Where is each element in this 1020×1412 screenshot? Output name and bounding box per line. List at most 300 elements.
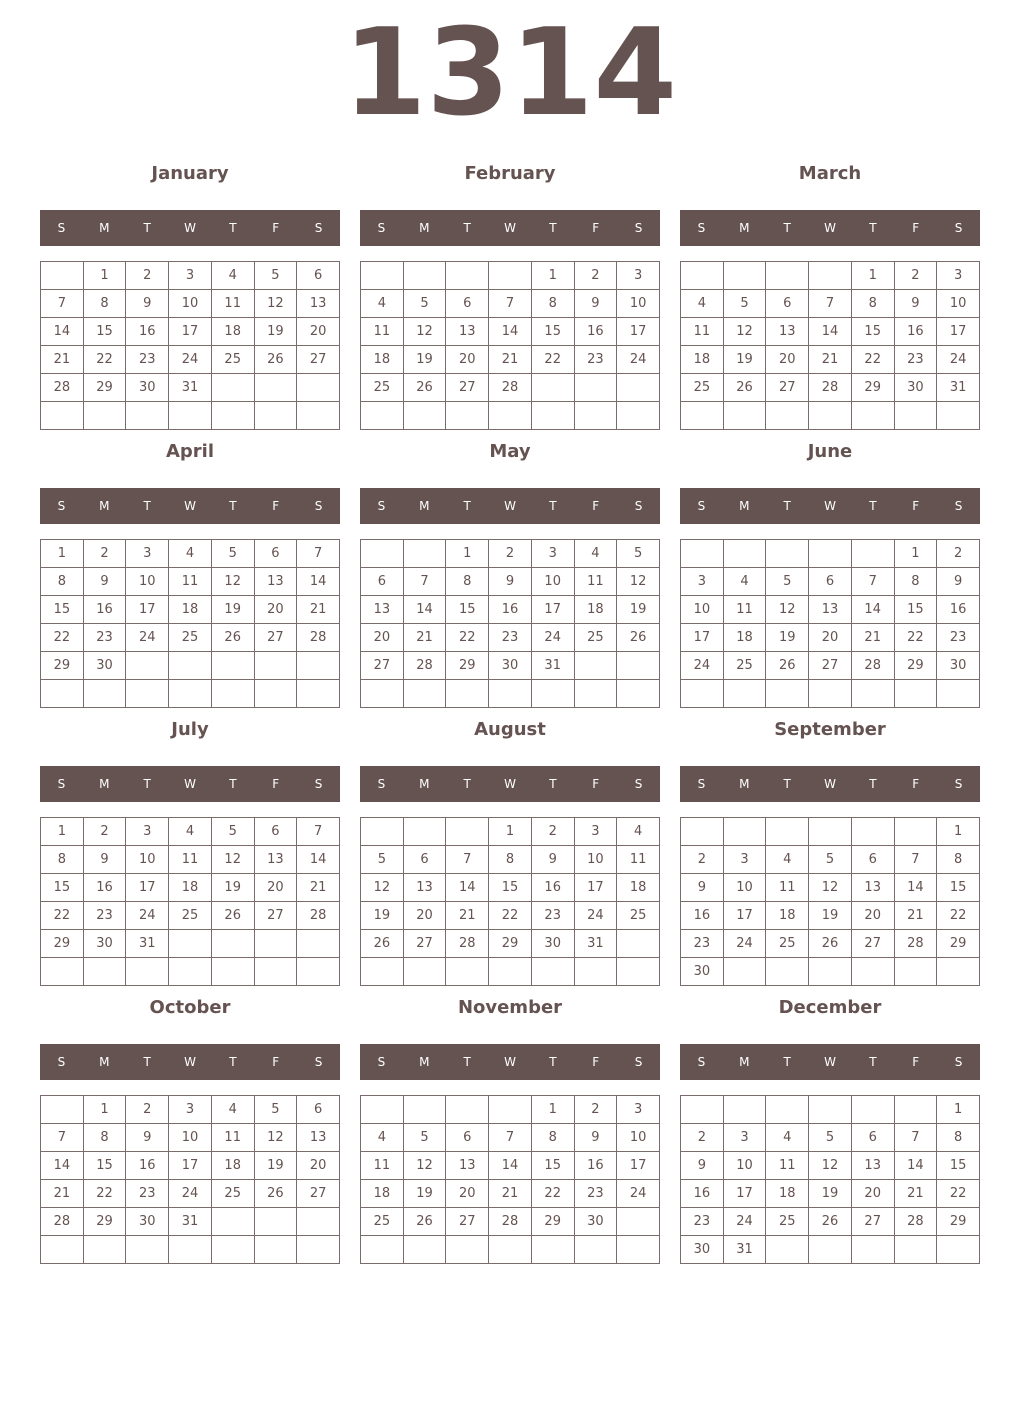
weekday-label: M <box>419 777 430 791</box>
weekday-label: S <box>697 499 706 513</box>
day-cell: 30 <box>681 1236 724 1264</box>
day-cell: 27 <box>255 624 298 652</box>
day-cell: 12 <box>404 1152 447 1180</box>
day-cell: 25 <box>724 652 767 680</box>
weekday-label: S <box>377 777 386 791</box>
day-cell: 28 <box>297 902 340 930</box>
month-name: November <box>457 997 563 1018</box>
empty-day-cell <box>766 680 809 708</box>
empty-day-cell <box>809 540 852 568</box>
day-cell: 30 <box>895 374 938 402</box>
empty-day-cell <box>617 374 660 402</box>
day-cell: 8 <box>852 290 895 318</box>
empty-day-cell <box>724 958 767 986</box>
empty-day-cell <box>255 930 298 958</box>
day-cell: 28 <box>852 652 895 680</box>
weekday-label: T <box>143 499 151 513</box>
empty-day-cell <box>41 1236 84 1264</box>
day-cell: 25 <box>169 624 212 652</box>
day-cell: 12 <box>766 596 809 624</box>
day-cell: 2 <box>532 818 575 846</box>
day-cell: 17 <box>724 1180 767 1208</box>
day-cell: 28 <box>446 930 489 958</box>
empty-day-cell <box>617 1236 660 1264</box>
empty-day-cell <box>852 1096 895 1124</box>
weekday-label: W <box>184 221 196 235</box>
weekday-label: S <box>57 777 66 791</box>
day-cell: 20 <box>404 902 447 930</box>
empty-day-cell <box>895 958 938 986</box>
day-cell: 10 <box>575 846 618 874</box>
day-cell: 18 <box>361 1180 404 1208</box>
weekday-label: S <box>314 777 323 791</box>
day-cell: 3 <box>617 262 660 290</box>
day-cell: 15 <box>489 874 532 902</box>
day-cell: 29 <box>84 374 127 402</box>
day-cell: 10 <box>681 596 724 624</box>
day-cell: 16 <box>575 318 618 346</box>
day-cell: 2 <box>84 818 127 846</box>
month-name: October <box>149 997 231 1018</box>
weekday-label: T <box>463 1055 471 1069</box>
day-cell: 9 <box>937 568 980 596</box>
day-cell: 8 <box>41 568 84 596</box>
day-cell: 3 <box>169 1096 212 1124</box>
calendar-year-title: 1314 <box>343 4 677 143</box>
day-cell: 27 <box>446 1208 489 1236</box>
day-cell: 31 <box>937 374 980 402</box>
month-name: March <box>798 163 862 184</box>
day-cell: 24 <box>681 652 724 680</box>
weekday-header <box>360 1044 660 1080</box>
empty-day-cell <box>297 374 340 402</box>
day-cell: 14 <box>41 1152 84 1180</box>
day-cell: 24 <box>617 1180 660 1208</box>
empty-day-cell <box>937 402 980 430</box>
weekday-label: S <box>634 777 643 791</box>
weekday-label: T <box>783 221 791 235</box>
weekday-label: M <box>739 1055 750 1069</box>
empty-day-cell <box>84 958 127 986</box>
empty-day-cell <box>809 818 852 846</box>
empty-day-cell <box>446 1236 489 1264</box>
month-august <box>360 714 660 986</box>
day-cell: 8 <box>489 846 532 874</box>
day-cell: 4 <box>617 818 660 846</box>
day-cell: 30 <box>126 1208 169 1236</box>
weekday-label: T <box>869 499 877 513</box>
day-cell: 30 <box>126 374 169 402</box>
day-cell: 23 <box>681 930 724 958</box>
empty-day-cell <box>361 958 404 986</box>
weekday-label: F <box>272 1055 280 1069</box>
day-cell: 22 <box>41 902 84 930</box>
day-cell: 29 <box>489 930 532 958</box>
empty-day-cell <box>532 680 575 708</box>
day-cell: 15 <box>41 596 84 624</box>
month-may <box>360 436 660 708</box>
day-cell: 6 <box>255 540 298 568</box>
weekday-label: T <box>229 1055 237 1069</box>
empty-day-cell <box>255 402 298 430</box>
day-cell: 29 <box>532 1208 575 1236</box>
day-cell: 8 <box>84 290 127 318</box>
day-cell: 11 <box>169 568 212 596</box>
day-cell: 2 <box>937 540 980 568</box>
empty-day-cell <box>724 1096 767 1124</box>
day-cell: 2 <box>895 262 938 290</box>
empty-day-cell <box>895 680 938 708</box>
day-cell: 14 <box>41 318 84 346</box>
day-cell: 16 <box>84 596 127 624</box>
day-cell: 31 <box>126 930 169 958</box>
empty-day-cell <box>41 402 84 430</box>
weekday-label: M <box>739 777 750 791</box>
day-cell: 8 <box>41 846 84 874</box>
day-cell: 27 <box>297 1180 340 1208</box>
empty-day-cell <box>169 652 212 680</box>
empty-day-cell <box>255 1208 298 1236</box>
day-cell: 8 <box>446 568 489 596</box>
weekday-label: T <box>549 221 557 235</box>
empty-day-cell <box>404 540 447 568</box>
day-cell: 16 <box>937 596 980 624</box>
day-cell: 24 <box>169 1180 212 1208</box>
weekday-label: S <box>954 499 963 513</box>
day-cell: 30 <box>937 652 980 680</box>
empty-day-cell <box>361 1096 404 1124</box>
day-cell: 24 <box>126 902 169 930</box>
day-cell: 2 <box>489 540 532 568</box>
empty-day-cell <box>681 402 724 430</box>
day-cell: 5 <box>404 1124 447 1152</box>
day-cell: 22 <box>937 902 980 930</box>
day-cell: 11 <box>681 318 724 346</box>
day-cell: 6 <box>766 290 809 318</box>
empty-day-cell <box>84 402 127 430</box>
day-cell: 19 <box>212 874 255 902</box>
empty-day-cell <box>361 262 404 290</box>
day-cell: 9 <box>489 568 532 596</box>
month-january <box>40 158 340 430</box>
day-cell: 11 <box>766 1152 809 1180</box>
month-name: May <box>489 441 531 462</box>
weekday-label: T <box>869 777 877 791</box>
empty-day-cell <box>617 958 660 986</box>
weekday-header <box>680 210 980 246</box>
day-cell: 19 <box>212 596 255 624</box>
empty-day-cell <box>212 930 255 958</box>
day-cell: 6 <box>446 290 489 318</box>
day-cell: 15 <box>895 596 938 624</box>
empty-day-cell <box>169 958 212 986</box>
day-cell: 17 <box>169 1152 212 1180</box>
day-cell: 8 <box>532 1124 575 1152</box>
day-cell: 20 <box>852 902 895 930</box>
empty-day-cell <box>361 540 404 568</box>
weekday-label: S <box>634 499 643 513</box>
empty-day-cell <box>724 262 767 290</box>
weekday-label: W <box>184 499 196 513</box>
weekday-header <box>360 488 660 524</box>
day-cell: 4 <box>361 1124 404 1152</box>
day-cell: 2 <box>575 262 618 290</box>
empty-day-cell <box>575 402 618 430</box>
empty-day-cell <box>532 958 575 986</box>
day-cell: 26 <box>212 902 255 930</box>
day-cell: 6 <box>404 846 447 874</box>
weekday-label: W <box>504 499 516 513</box>
day-cell: 7 <box>41 290 84 318</box>
day-cell: 27 <box>297 346 340 374</box>
day-cell: 13 <box>852 1152 895 1180</box>
day-cell: 27 <box>446 374 489 402</box>
empty-day-cell <box>169 930 212 958</box>
weekday-label: S <box>697 777 706 791</box>
empty-day-cell <box>895 402 938 430</box>
month-name: September <box>774 719 886 740</box>
empty-day-cell <box>361 402 404 430</box>
day-cell: 7 <box>297 818 340 846</box>
day-cell: 6 <box>297 1096 340 1124</box>
weekday-label: W <box>824 777 836 791</box>
empty-day-cell <box>809 1236 852 1264</box>
day-cell: 20 <box>297 1152 340 1180</box>
weekday-label: T <box>229 777 237 791</box>
day-cell: 5 <box>617 540 660 568</box>
day-cell: 5 <box>361 846 404 874</box>
empty-day-cell <box>681 818 724 846</box>
day-cell: 20 <box>297 318 340 346</box>
empty-day-cell <box>212 1208 255 1236</box>
day-cell: 4 <box>212 1096 255 1124</box>
day-cell: 19 <box>809 902 852 930</box>
month-october <box>40 992 340 1264</box>
day-cell: 1 <box>937 818 980 846</box>
day-cell: 3 <box>681 568 724 596</box>
weekday-label: T <box>229 221 237 235</box>
day-cell: 6 <box>852 846 895 874</box>
empty-day-cell <box>809 262 852 290</box>
day-cell: 9 <box>126 1124 169 1152</box>
day-cell: 12 <box>809 1152 852 1180</box>
day-cell: 1 <box>41 540 84 568</box>
day-cell: 1 <box>84 262 127 290</box>
day-cell: 7 <box>404 568 447 596</box>
day-cell: 14 <box>404 596 447 624</box>
day-grid <box>680 817 980 986</box>
day-cell: 29 <box>852 374 895 402</box>
empty-day-cell <box>404 402 447 430</box>
empty-day-cell <box>255 680 298 708</box>
month-september <box>680 714 980 986</box>
day-cell: 16 <box>895 318 938 346</box>
day-grid <box>40 539 340 708</box>
day-grid <box>680 1095 980 1264</box>
day-cell: 6 <box>361 568 404 596</box>
day-cell: 29 <box>84 1208 127 1236</box>
day-cell: 19 <box>404 1180 447 1208</box>
day-cell: 27 <box>404 930 447 958</box>
weekday-label: S <box>314 499 323 513</box>
weekday-header <box>40 488 340 524</box>
weekday-label: T <box>143 777 151 791</box>
day-cell: 11 <box>212 290 255 318</box>
day-cell: 28 <box>404 652 447 680</box>
empty-day-cell <box>212 680 255 708</box>
empty-day-cell <box>766 958 809 986</box>
day-cell: 24 <box>724 1208 767 1236</box>
day-cell: 12 <box>212 846 255 874</box>
day-cell: 2 <box>681 1124 724 1152</box>
day-cell: 11 <box>617 846 660 874</box>
day-cell: 25 <box>361 374 404 402</box>
day-cell: 12 <box>255 1124 298 1152</box>
day-cell: 12 <box>724 318 767 346</box>
day-cell: 31 <box>532 652 575 680</box>
day-cell: 19 <box>255 1152 298 1180</box>
empty-day-cell <box>361 818 404 846</box>
day-cell: 18 <box>361 346 404 374</box>
day-cell: 3 <box>724 846 767 874</box>
day-cell: 16 <box>681 902 724 930</box>
day-cell: 27 <box>852 1208 895 1236</box>
day-cell: 14 <box>297 568 340 596</box>
empty-day-cell <box>617 652 660 680</box>
day-cell: 17 <box>575 874 618 902</box>
empty-day-cell <box>766 402 809 430</box>
empty-day-cell <box>404 1236 447 1264</box>
day-cell: 3 <box>126 540 169 568</box>
empty-day-cell <box>297 958 340 986</box>
day-cell: 23 <box>895 346 938 374</box>
day-cell: 14 <box>895 1152 938 1180</box>
day-cell: 12 <box>212 568 255 596</box>
day-cell: 17 <box>681 624 724 652</box>
day-cell: 12 <box>809 874 852 902</box>
day-cell: 23 <box>937 624 980 652</box>
day-grid <box>360 261 660 430</box>
day-cell: 21 <box>404 624 447 652</box>
weekday-label: M <box>99 221 110 235</box>
weekday-label: S <box>57 499 66 513</box>
day-cell: 17 <box>617 1152 660 1180</box>
day-cell: 11 <box>169 846 212 874</box>
day-cell: 8 <box>937 846 980 874</box>
empty-day-cell <box>297 680 340 708</box>
empty-day-cell <box>681 262 724 290</box>
day-cell: 4 <box>169 540 212 568</box>
day-grid <box>40 261 340 430</box>
empty-day-cell <box>255 652 298 680</box>
day-cell: 18 <box>766 1180 809 1208</box>
day-cell: 5 <box>212 818 255 846</box>
day-cell: 17 <box>126 596 169 624</box>
day-cell: 13 <box>255 568 298 596</box>
weekday-label: T <box>549 1055 557 1069</box>
day-cell: 30 <box>489 652 532 680</box>
empty-day-cell <box>212 1236 255 1264</box>
day-cell: 1 <box>84 1096 127 1124</box>
empty-day-cell <box>489 680 532 708</box>
weekday-label: T <box>549 777 557 791</box>
day-cell: 1 <box>852 262 895 290</box>
weekday-label: F <box>592 499 600 513</box>
day-cell: 20 <box>255 596 298 624</box>
day-cell: 7 <box>489 1124 532 1152</box>
day-cell: 28 <box>489 374 532 402</box>
day-cell: 13 <box>255 846 298 874</box>
day-cell: 7 <box>446 846 489 874</box>
weekday-label: T <box>869 1055 877 1069</box>
day-cell: 4 <box>575 540 618 568</box>
empty-day-cell <box>809 958 852 986</box>
empty-day-cell <box>895 1096 938 1124</box>
day-cell: 11 <box>766 874 809 902</box>
day-cell: 28 <box>41 1208 84 1236</box>
weekday-label: W <box>504 1055 516 1069</box>
day-cell: 26 <box>361 930 404 958</box>
empty-day-cell <box>255 1236 298 1264</box>
weekday-header <box>40 766 340 802</box>
day-cell: 25 <box>212 1180 255 1208</box>
empty-day-cell <box>212 958 255 986</box>
weekday-header <box>40 210 340 246</box>
empty-day-cell <box>404 1096 447 1124</box>
day-cell: 6 <box>809 568 852 596</box>
empty-day-cell <box>489 262 532 290</box>
day-cell: 13 <box>361 596 404 624</box>
day-cell: 24 <box>126 624 169 652</box>
weekday-label: S <box>697 221 706 235</box>
day-cell: 29 <box>895 652 938 680</box>
day-cell: 10 <box>937 290 980 318</box>
empty-day-cell <box>532 374 575 402</box>
day-cell: 23 <box>84 624 127 652</box>
day-cell: 5 <box>212 540 255 568</box>
empty-day-cell <box>852 402 895 430</box>
day-cell: 7 <box>41 1124 84 1152</box>
day-cell: 19 <box>809 1180 852 1208</box>
empty-day-cell <box>41 680 84 708</box>
day-cell: 14 <box>809 318 852 346</box>
day-cell: 13 <box>852 874 895 902</box>
empty-day-cell <box>84 680 127 708</box>
day-cell: 13 <box>297 290 340 318</box>
empty-day-cell <box>361 680 404 708</box>
day-cell: 6 <box>852 1124 895 1152</box>
weekday-label: T <box>229 499 237 513</box>
empty-day-cell <box>852 680 895 708</box>
weekday-label: T <box>549 499 557 513</box>
day-cell: 19 <box>361 902 404 930</box>
day-cell: 10 <box>724 1152 767 1180</box>
day-cell: 26 <box>255 1180 298 1208</box>
day-cell: 6 <box>255 818 298 846</box>
day-cell: 7 <box>297 540 340 568</box>
empty-day-cell <box>575 652 618 680</box>
day-cell: 26 <box>255 346 298 374</box>
weekday-label: M <box>419 221 430 235</box>
empty-day-cell <box>404 680 447 708</box>
weekday-label: M <box>739 221 750 235</box>
day-cell: 14 <box>489 1152 532 1180</box>
weekday-header <box>680 488 980 524</box>
empty-day-cell <box>724 818 767 846</box>
weekday-label: F <box>272 221 280 235</box>
day-cell: 23 <box>575 346 618 374</box>
empty-day-cell <box>809 402 852 430</box>
